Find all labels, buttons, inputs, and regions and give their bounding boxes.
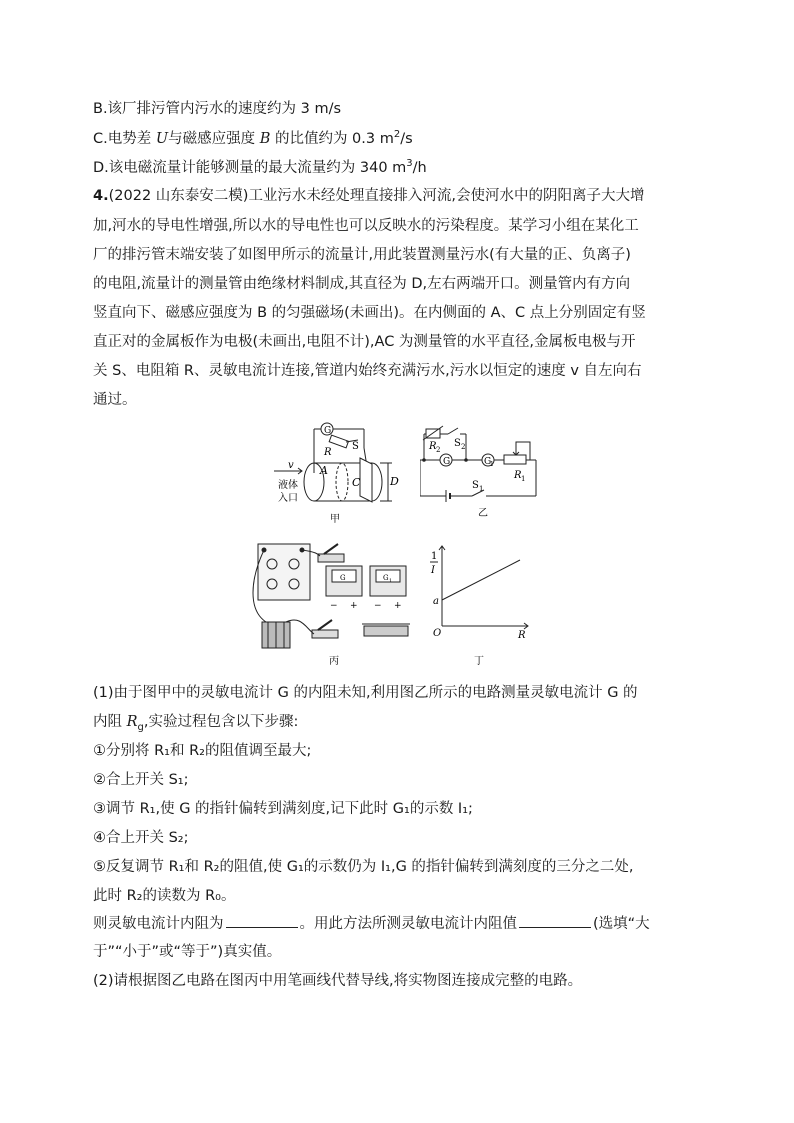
question-4-line-5: 竖直向下、磁感应强度为 B 的匀强磁场(未画出)。在内侧面的 A、C 点上分别固定有竖: [93, 305, 646, 321]
apparatus-bing: [246, 540, 416, 668]
part-1-line-1: (1)由于图甲中的灵敏电流计 G 的内阻未知,利用图乙所示的电路测量灵敏电流计 G 的: [93, 685, 638, 701]
step-4: ④合上开关 S₂;: [93, 830, 189, 846]
meter-g1-label-sub: 1: [389, 578, 393, 584]
label-r: R: [324, 447, 332, 458]
label-v: v: [288, 460, 294, 471]
label-s1-sub: 1: [479, 485, 484, 493]
caption-jia: 甲: [330, 514, 340, 525]
caption-ding: 丁: [474, 656, 484, 667]
question-4-line-4: 的电阻,流量计的测量管由绝缘材料制成,其直径为 D,左右两端开口。测量管内有方向: [93, 276, 631, 292]
rheostat: [364, 626, 408, 636]
fill-in-question-line-2: 于”“小于”或“等于”)真实值。: [93, 944, 282, 960]
label-inlet-2: 入口: [278, 493, 298, 504]
figure-ding: [428, 540, 538, 668]
option-b: B.该厂排污管内污水的速度约为 3 m/s: [93, 101, 342, 117]
meter-g1-label: G: [383, 574, 389, 582]
y-label-denominator: I: [431, 565, 435, 576]
figure-yi: [420, 420, 560, 520]
switch-bottom: [312, 630, 338, 638]
label-c: C: [352, 476, 361, 489]
step-2: ②合上开关 S₁;: [93, 772, 189, 788]
step-5-line-2: 此时 R₂的读数为 R₀。: [93, 888, 236, 904]
step-5-line-1: ⑤反复调节 R₁和 R₂的阻值,使 G₁的示数仍为 I₁,G 的指针偏转到满刻度的三分之二处,: [93, 859, 634, 875]
step-3: ③调节 R₁,使 G 的指针偏转到满刻度,记下此时 G₁的示数 I₁;: [93, 801, 473, 817]
circuit-yi: [420, 420, 560, 520]
meter-g1-plus: +: [394, 601, 402, 611]
label-r2-sub: 2: [436, 446, 441, 454]
part-1-line-2: 内阻 $R_g$,实验过程包含以下步骤:: [93, 714, 299, 733]
question-4-line-8: 通过。: [93, 392, 137, 408]
question-4-line-6: 直正对的金属板作为电极(未画出,电阻不计),AC 为测量管的水平直径,金属板电极与开: [93, 334, 636, 350]
origin-o: O: [433, 628, 442, 639]
y-label-numerator: 1: [431, 551, 438, 562]
figure-bing: [246, 540, 416, 668]
flowmeter-diagram: [268, 418, 408, 528]
label-g: G: [443, 457, 451, 467]
meter-g-plus: +: [350, 601, 358, 611]
meter-g-label: G: [340, 574, 346, 582]
label-a: A: [320, 464, 328, 477]
label-r2: R: [429, 441, 437, 452]
answer-blank-2[interactable]: [519, 913, 591, 928]
x-label-r: R: [518, 630, 526, 641]
label-g1-sub: 1: [490, 461, 494, 468]
question-number: 4.: [93, 188, 109, 204]
option-d: D.该电磁流量计能够测量的最大流量约为 340 $m^3/h$: [93, 158, 427, 176]
switch-top: [318, 554, 344, 562]
part-2: (2)请根据图乙电路在图丙中用笔画线代替导线,将实物图连接成完整的电路。: [93, 973, 583, 989]
rheostat-r1: [504, 455, 526, 464]
answer-blank-1[interactable]: [226, 913, 298, 928]
label-r1-sub: 1: [521, 475, 526, 483]
step-1: ①分别将 R₁和 R₂的阻值调至最大;: [93, 743, 312, 759]
resistor-box-r: [329, 435, 348, 448]
label-s: S: [352, 441, 359, 452]
question-4-line-7: 关 S、电阻箱 R、灵敏电流计连接,管道内始终充满污水,污水以恒定的速度 v 自左向右: [93, 363, 642, 379]
option-c: C.电势差 U与磁感应强度 B 的比值约为 0.3 $m^2/s$: [93, 129, 413, 147]
meter-g1-minus: −: [374, 601, 382, 611]
question-4-line-2: 加,河水的导电性增强,所以水的导电性也可以反映水的污染程度。某学习小组在某化工: [93, 218, 639, 234]
label-inlet-1: 液体: [278, 480, 298, 491]
fill-in-question: 则灵敏电流计内阻为 。用此方法所测灵敏电流计内阻值 (选填“大: [93, 913, 650, 934]
caption-yi: 乙: [478, 508, 488, 519]
intercept-a: a: [433, 596, 439, 607]
label-g1: G: [484, 457, 492, 467]
caption-bing: 丙: [329, 656, 339, 667]
label-d: D: [390, 475, 399, 488]
question-4-line-1: 4.(2022 山东泰安二模)工业污水未经处理直接排入河流,会使河水中的阴阳离子大大增: [93, 188, 645, 204]
graph-ding: [428, 540, 538, 668]
label-s2-sub: 2: [461, 443, 466, 451]
label-r1: R: [514, 470, 522, 481]
figure-jia: [268, 418, 408, 528]
question-source: (2022 山东泰安二模): [108, 188, 249, 204]
meter-g-minus: −: [330, 601, 338, 611]
label-s2: S: [454, 438, 461, 449]
label-g: G: [324, 426, 332, 436]
linear-graph-line: [442, 560, 520, 600]
label-s1: S: [472, 480, 479, 491]
question-4-line-3: 厂的排污管末端安装了如图甲所示的流量计,用此装置测量污水(有大量的正、负离子): [93, 247, 631, 263]
